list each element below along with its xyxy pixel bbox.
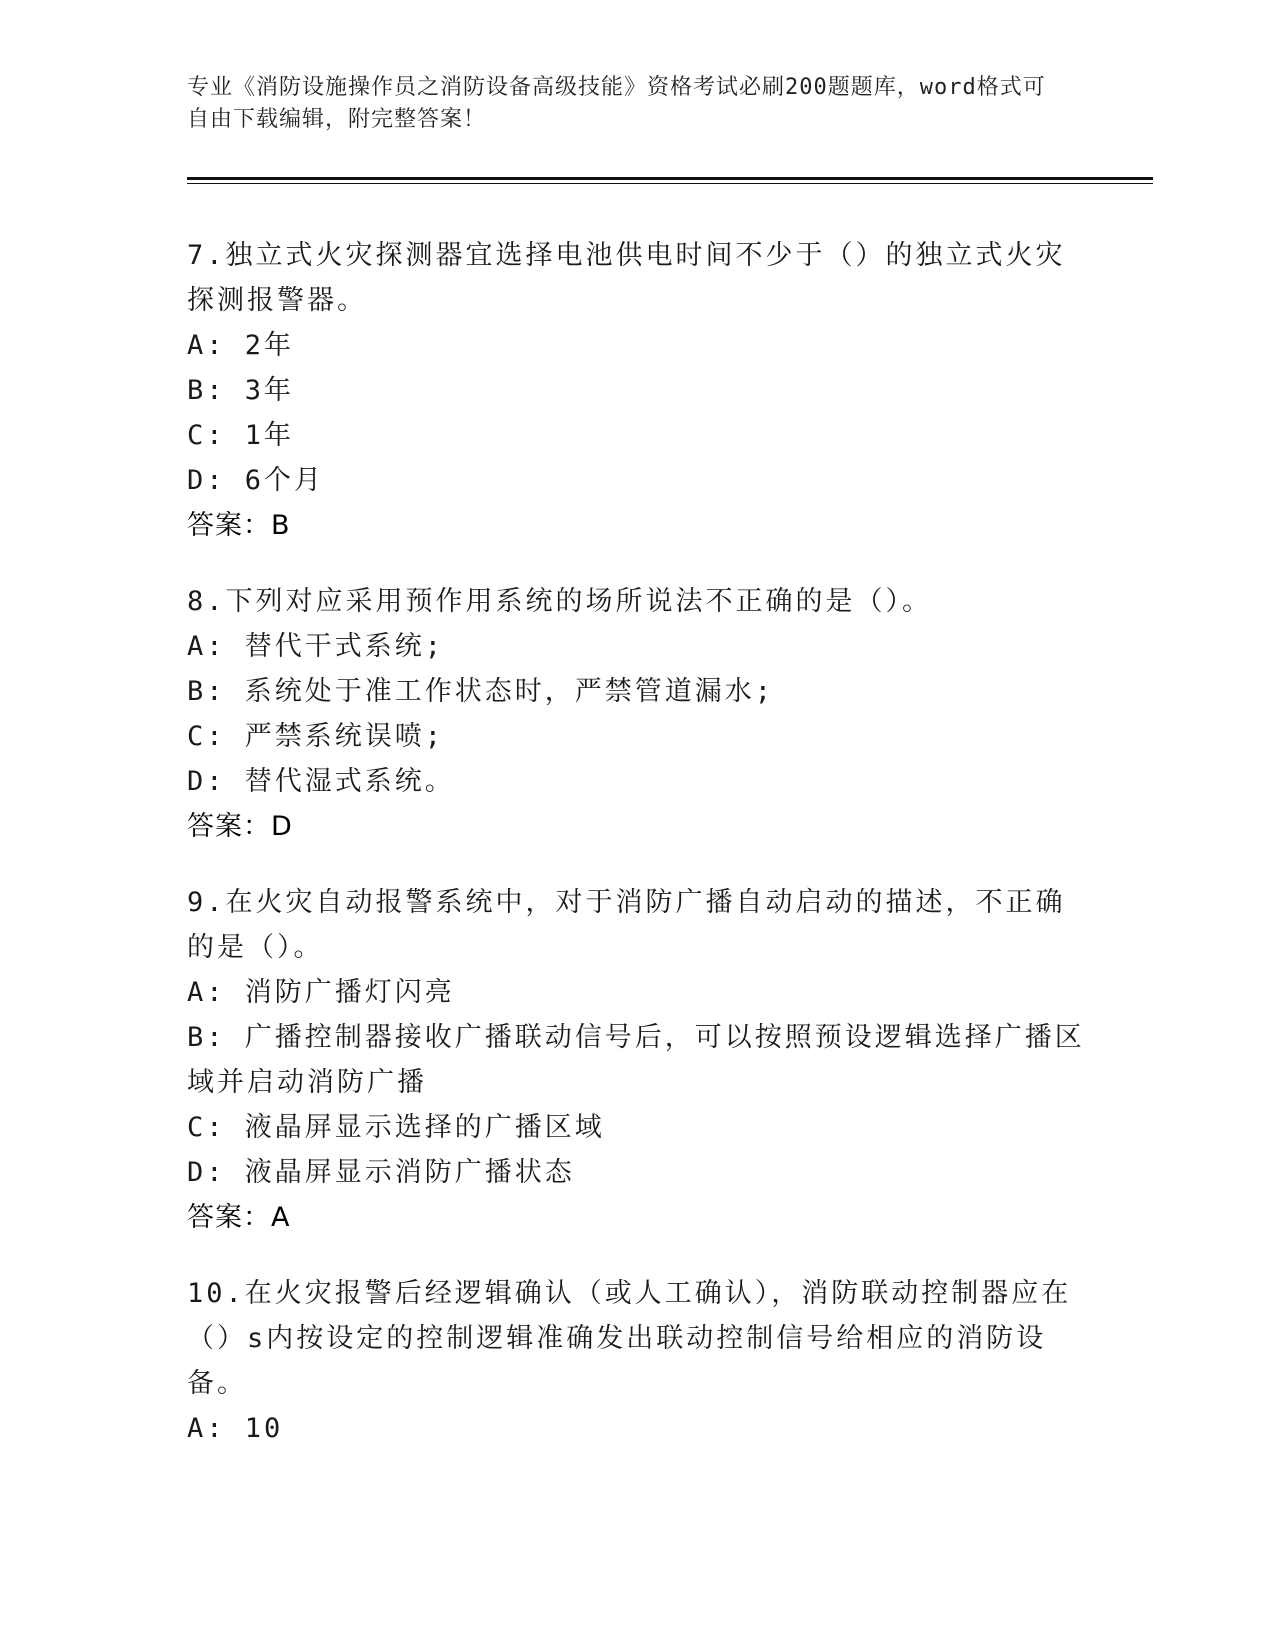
answer-line: 答案：D bbox=[187, 811, 293, 842]
option-d: D: 液晶屏显示消防广播状态 bbox=[187, 1157, 575, 1188]
option-d: D: 替代湿式系统。 bbox=[187, 766, 455, 797]
option-a: A: 2年 bbox=[187, 330, 295, 361]
question-list bbox=[187, 233, 1087, 1482]
option-c: C: 严禁系统误喷; bbox=[187, 721, 445, 752]
question-stem: 7.独立式火灾探测器宜选择电池供电时间不少于（）的独立式火灾探测报警器。 bbox=[187, 240, 1066, 316]
option-b: B: 系统处于准工作状态时，严禁管道漏水; bbox=[187, 676, 775, 707]
answer-line: 答案：B bbox=[187, 510, 291, 541]
question-item bbox=[187, 1271, 1087, 1451]
question-item bbox=[187, 579, 1087, 849]
option-b: B: 3年 bbox=[187, 375, 295, 406]
question-stem: 10.在火灾报警后经逻辑确认（或人工确认），消防联动控制器应在（）s内按设定的控制逻辑准确发出联动控制信号给相应的消防设备。 bbox=[187, 1278, 1072, 1399]
option-a: A: 消防广播灯闪亮 bbox=[187, 977, 455, 1008]
question-stem: 8.下列对应采用预作用系统的场所说法不正确的是（）。 bbox=[187, 586, 933, 617]
question-item bbox=[187, 880, 1087, 1240]
option-c: C: 液晶屏显示选择的广播区域 bbox=[187, 1112, 605, 1143]
header-divider-thick bbox=[187, 177, 1153, 180]
option-b: B: 广播控制器接收广播联动信号后，可以按照预设逻辑选择广播区域并启动消防广播 bbox=[187, 1022, 1085, 1098]
option-c: C: 1年 bbox=[187, 420, 295, 451]
option-a: A: 替代干式系统; bbox=[187, 631, 445, 662]
option-a: A: 10 bbox=[187, 1413, 284, 1444]
question-item bbox=[187, 233, 1087, 548]
header-note: 专业《消防设施操作员之消防设备高级技能》资格考试必刷200题题库，word格式可自由下载编辑，附完整答案！ bbox=[187, 75, 1046, 132]
option-d: D: 6个月 bbox=[187, 465, 325, 496]
question-stem: 9.在火灾自动报警系统中，对于消防广播自动启动的描述，不正确的是（）。 bbox=[187, 887, 1066, 963]
answer-line: 答案：A bbox=[187, 1202, 291, 1233]
header-divider-thin bbox=[187, 183, 1153, 184]
